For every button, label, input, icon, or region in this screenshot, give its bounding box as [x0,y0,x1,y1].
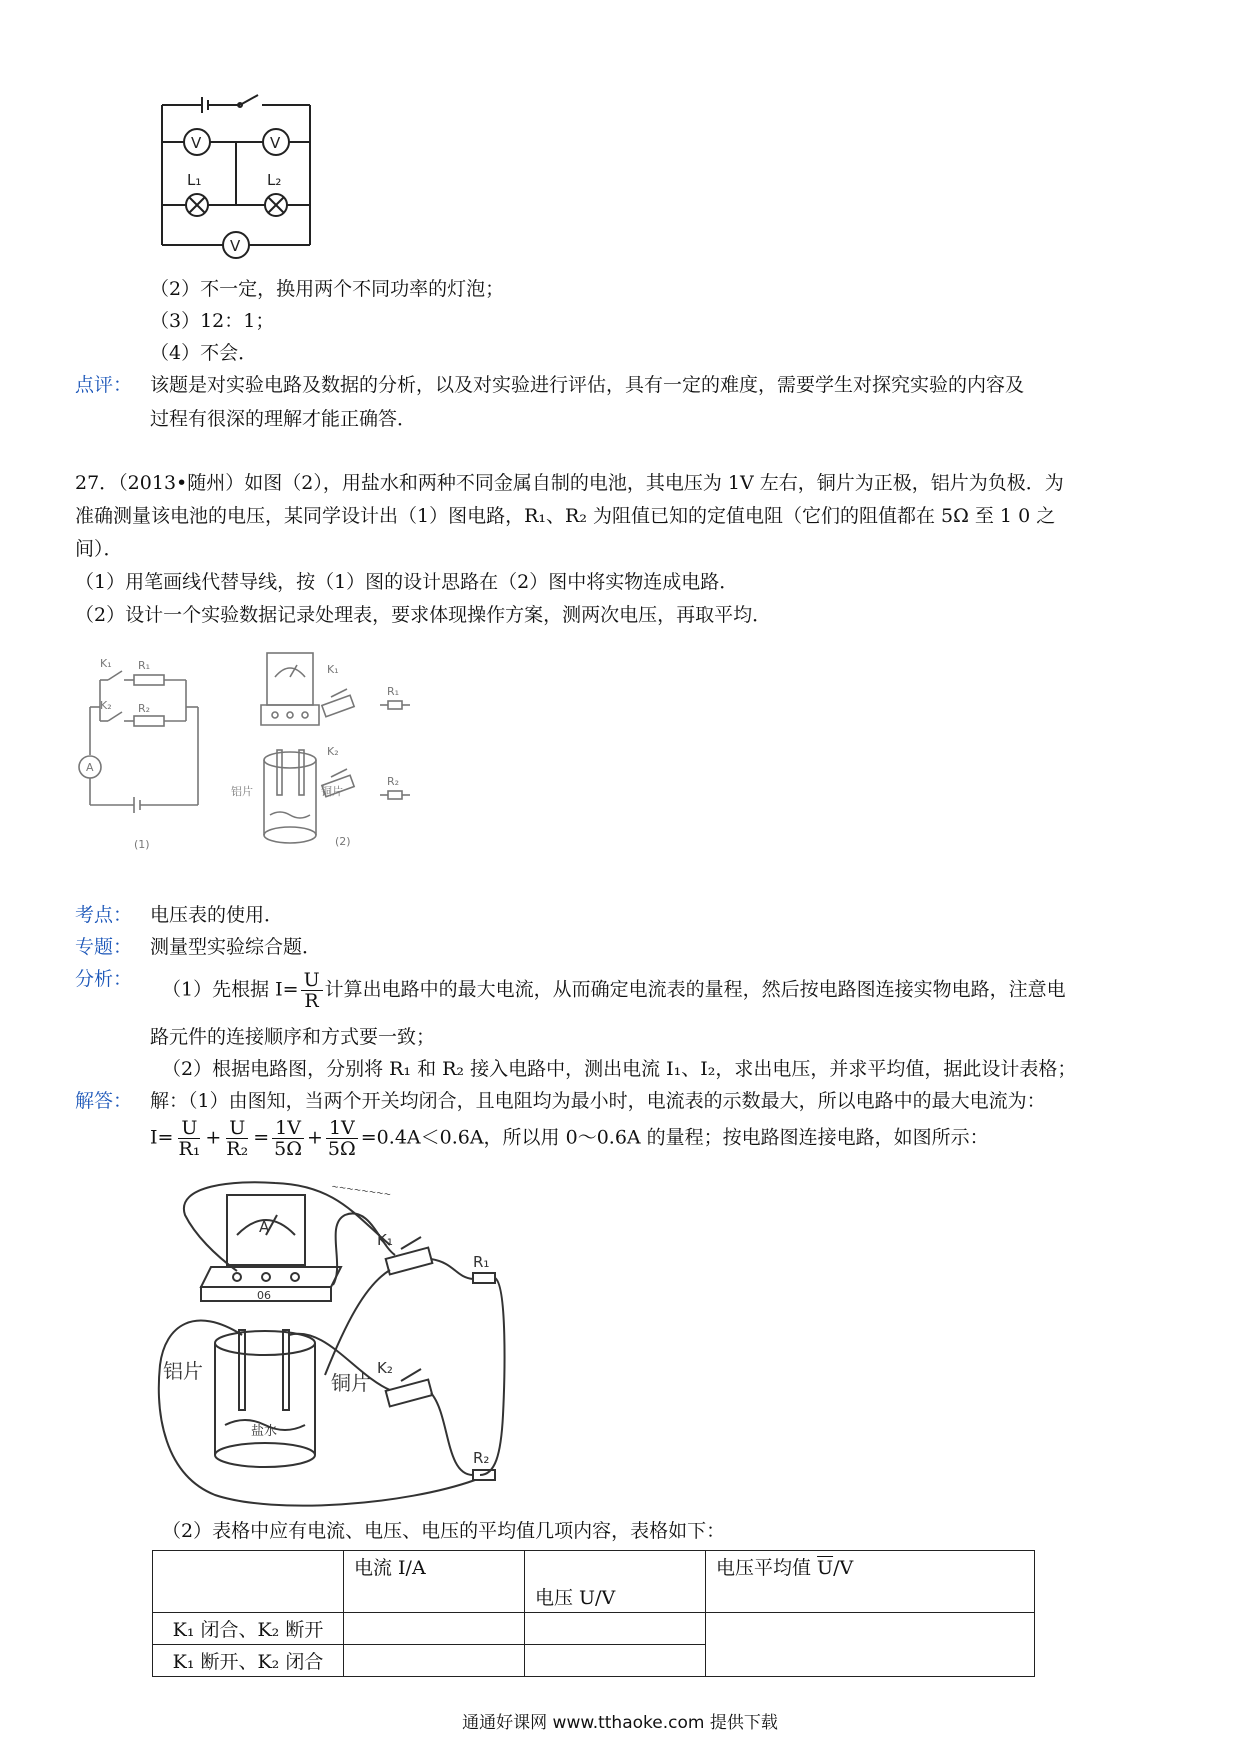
fig1-k1-label: K₁ [100,657,112,670]
aluminum-label: 铝片 [163,1359,203,1383]
ammeter-terminal-label: 06 [257,1289,271,1302]
q27-line-1: 27．（2013•随州）如图（2），用盐水和两种不同金属自制的电池，其电压为 1V 左右，铜片为正极，铝片为负极．为 [75,472,1064,494]
zhuanti-label: 专题： [75,936,133,958]
header-voltage: 电压 U/V [525,1551,706,1613]
table-header-row [153,1551,1035,1613]
fig1-k2-label: K₂ [100,699,112,712]
fenxi-paragraph-1-cont: 路元件的连接顺序和方式要一致； [150,1026,436,1048]
comment-line-1: 该题是对实验电路及数据的分析，以及对实验进行评估，具有一定的难度，需要学生对探究实验的内容及 [150,374,1025,396]
connected-circuit-figure [155,1175,515,1505]
row-label-k1-closed: K₁ 闭合、K₂ 断开 [153,1613,344,1645]
q27-line-3: 间）． [75,538,123,560]
answer-4: （4）不会． [150,342,258,364]
fig2-k2-label: K₂ [327,745,339,758]
answer-3: （3）12：1； [150,310,275,332]
copper-label: 铜片 [331,1371,371,1395]
lamp-l1-label: L₁ [187,171,202,189]
fig2-k1-label: K₁ [327,663,339,676]
fig2-caption: (2) [335,835,351,848]
page-footer: 通通好课网 www.tthaoke.com 提供下载 [462,1713,778,1733]
fenxi-paragraph-2: （2）根据电路图，分别将 R₁ 和 R₂ 接入电路中，测出电流 I₁、I₂，求出电压，并求平均值，据此设计表格； [162,1058,1077,1080]
lamp-l2-label: L₂ [267,171,282,189]
fig1-r1-label: R₁ [138,659,151,672]
figure-2-components [231,645,465,860]
fig1-caption: (1) [134,838,150,851]
q27-sub-1: （1）用笔画线代替导线，按（1）图的设计思路在（2）图中将实物连成电路． [75,571,739,593]
figure-1-circuit [78,655,218,855]
salt-water-label: 盐水 [251,1424,278,1439]
zhuanti-text: 测量型实验综合题． [150,936,322,958]
r1-label: R₁ [473,1253,490,1271]
header-current: 电流 I/A [344,1551,525,1613]
answer-2: （2）不一定，换用两个不同功率的灯泡； [150,278,505,300]
jieda-line-1: 解：（1）由图知，当两个开关均闭合，且电阻均为最小时，电流表的示数最大，所以电路中的最大电流为： [150,1090,1046,1112]
fig2-r1-label: R₁ [387,685,400,698]
fig1-r2-label: R₂ [138,702,151,715]
record-table [152,1550,1035,1677]
circuit-diagram-voltmeters [140,85,320,260]
formula-u-over-r: $\frac{U}{R}$ [301,970,323,1011]
voltmeter-label: V [191,134,202,152]
q27-line-2: 准确测量该电池的电压，某同学设计出（1）图电路，R₁、R₂ 为阻值已知的定值电阻（它们的阻值都在 5Ω 至 1 0 之 [75,505,1056,527]
ammeter-scale: ~~~~~~~~ [330,1182,392,1201]
fenxi-label: 分析： [75,968,133,990]
fig1-ammeter-label: A [86,761,94,774]
table-row [153,1613,1035,1645]
k2-label: K₂ [377,1359,393,1377]
fig2-al-label: 铝片 [231,785,253,798]
fig2-cu-label: 铜片 [321,785,343,798]
kaodian-label: 考点： [75,904,133,926]
ammeter-label: A [259,1218,270,1236]
row-label-k2-closed: K₁ 断开、K₂ 闭合 [153,1645,344,1677]
k1-label: K₁ [377,1231,393,1249]
jieda-label: 解答： [75,1090,133,1112]
kaodian-text: 电压表的使用． [150,904,284,926]
q27-sub-2: （2）设计一个实验数据记录处理表，要求体现操作方案，测两次电压，再取平均． [75,604,772,626]
voltmeter-label: V [270,134,281,152]
max-current-equation: I= $\frac{U}{\text{R₁}}$ + $\frac{U}{\text{R₂}}$ = $\frac{1V}{5\Omega}$ + $\frac{1V}{5\Omega}$ =0.4A＜0.6A，所以用 0～0.6A 的量程；按电路图连接电路，如图所示： [150,1117,989,1160]
fenxi-paragraph-1: （1）先根据 I= $\frac{U}{R}$ 计算出电路中的最大电流，从而确定电流表的量程，然后按电路图连接实物电路，注意电 [162,969,1066,1012]
r2-label: R₂ [473,1449,490,1467]
header-average-voltage: 电压平均值 $\overline{U}/V$ [706,1551,1035,1613]
fig2-r2-label: R₂ [387,775,400,788]
table-intro: （2）表格中应有电流、电压、电压的平均值几项内容，表格如下： [162,1520,726,1542]
comment-label: 点评： [75,374,133,396]
comment-line-2: 过程有很深的理解才能正确答． [150,408,417,430]
voltmeter-label: V [230,237,241,255]
